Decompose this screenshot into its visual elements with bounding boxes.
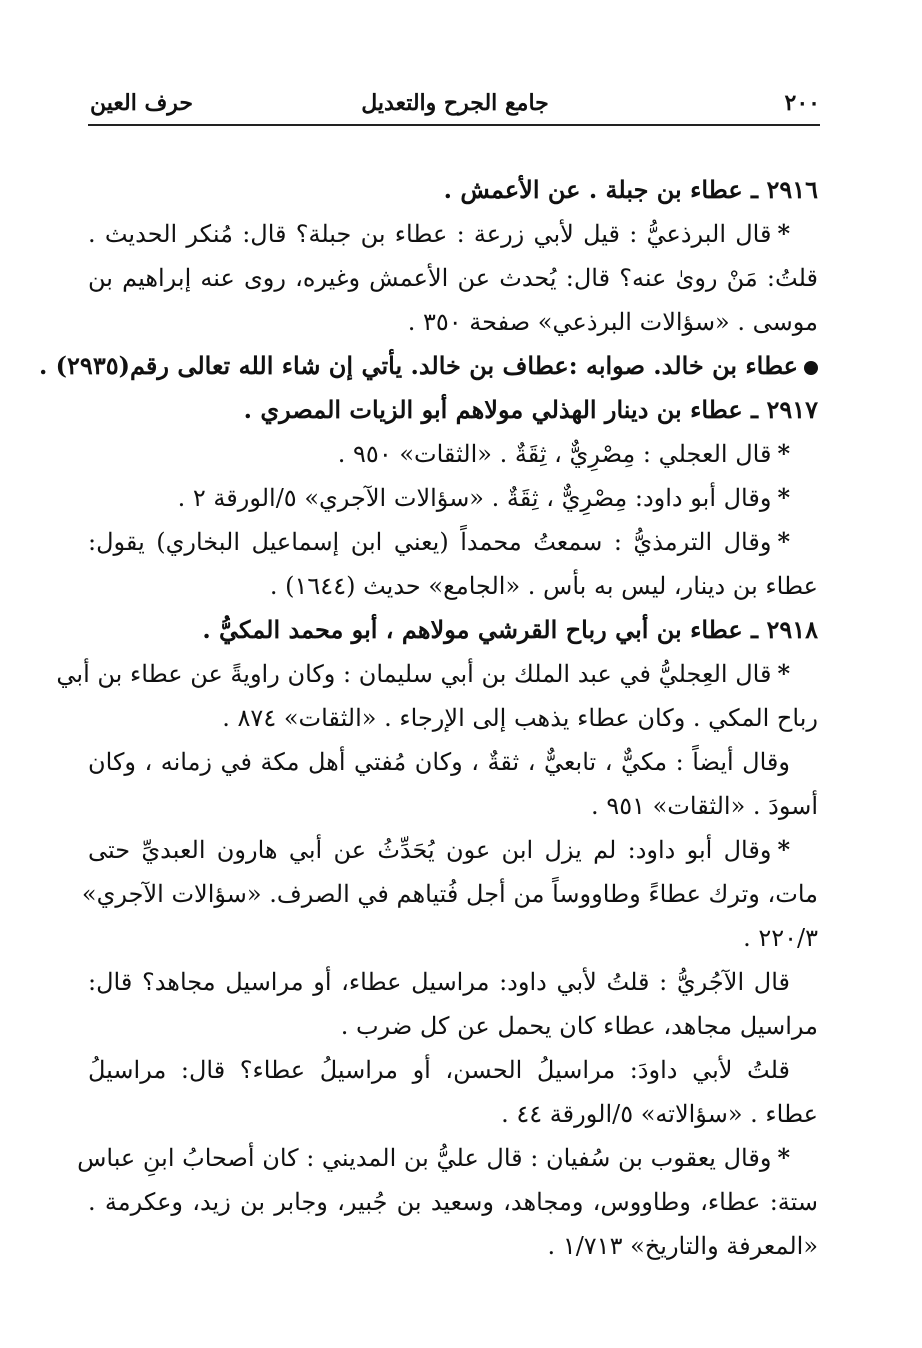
page-number: ٢٠٠ bbox=[784, 90, 820, 116]
line-text: وقال الترمذيُّ : سمعتُ محمداً (يعني ابن إسماعيل البخاري) يقول: bbox=[88, 528, 772, 556]
paragraph-line: «المعرفة والتاريخ» ١/٧١٣ . bbox=[547, 1232, 818, 1260]
paragraph-line: مات، وترك عطاءً وطاووساً من أجل فُتياهم في الصرف. «سؤالات الآجري» bbox=[81, 880, 818, 908]
paragraph-line: أسودَ . «الثقات» ٩٥١ . bbox=[591, 792, 818, 820]
paragraph-line: عطاء بن دينار، ليس به بأس . «الجامع» حديث (١٦٤٤) . bbox=[269, 572, 818, 600]
paragraph-line: وقال أيضاً : مكيٌّ ، تابعيٌّ ، ثقةٌ ، وكان مُفتي أهل مكة في زمانه ، وكان bbox=[88, 748, 790, 776]
paragraph-line bbox=[77, 1136, 818, 1180]
page-header bbox=[90, 86, 820, 126]
bullet-star: * bbox=[777, 219, 790, 248]
bullet-star: * bbox=[777, 483, 790, 512]
paragraph-line bbox=[88, 432, 818, 476]
line-text: عطاء بن خالد. صوابه :عطاف بن خالد. يأتي إن شاء الله تعالى رقم(٢٩٣٥) . bbox=[38, 351, 798, 380]
paragraph-line bbox=[88, 476, 818, 520]
bullet-star: * bbox=[777, 439, 790, 468]
line-text: قال العجلي : مِصْرِيٌّ ، ثِقَةٌ . «الثقات» ٩٥٠ . bbox=[337, 440, 772, 468]
book-title: جامع الجرح والتعديل bbox=[361, 90, 549, 116]
paragraph-line: موسى . «سؤالات البرذعي» صفحة ٣٥٠ . bbox=[407, 308, 818, 336]
paragraph-line: عطاء . «سؤالاته» ٥/الورقة ٤٤ . bbox=[501, 1100, 818, 1128]
entry-heading: ٢٩١٦ ـ عطاء بن جبلة . عن الأعمش . bbox=[443, 175, 818, 204]
paragraph-line: قلتُ لأبي داودَ: مراسيلُ الحسن، أو مراسيلُ عطاء؟ قال: مراسيلُ bbox=[88, 1056, 790, 1084]
bullet-dot-icon bbox=[804, 361, 818, 375]
paragraph-line bbox=[88, 212, 818, 256]
paragraph-line: مراسيل مجاهد، عطاء كان يحمل عن كل ضرب . bbox=[340, 1012, 818, 1040]
paragraph-line bbox=[88, 520, 818, 564]
paragraph-line: قال الآجُريُّ : قلتُ لأبي داود: مراسيل عطاء، أو مراسيل مجاهد؟ قال: bbox=[88, 968, 790, 996]
paragraph-line bbox=[88, 828, 818, 872]
line-text: وقال يعقوب بن سُفيان : قال عليُّ بن المديني : كان أصحابُ ابنِ عباس bbox=[77, 1144, 772, 1172]
paragraph-line bbox=[56, 652, 818, 696]
line-text: قال البرذعيُّ : قيل لأبي زرعة : عطاء بن جبلة؟ قال: مُنكر الحديث . bbox=[88, 220, 772, 248]
line-text: وقال أبو داود: لم يزل ابن عون يُحَدِّثُ عن أبي هارون العبديِّ حتى bbox=[88, 836, 772, 864]
entry-heading: ٢٩١٨ ـ عطاء بن أبي رباح القرشي مولاهم ، أبو محمد المكيُّ . bbox=[202, 615, 818, 644]
bullet-star: * bbox=[777, 659, 790, 688]
paragraph-line: ٢٢٠/٣ . bbox=[743, 924, 818, 952]
line-text: قال العِجليُّ في عبد الملك بن أبي سليمان : وكان راويةً عن عطاء بن أبي bbox=[56, 660, 772, 688]
line-text: وقال أبو داود: مِصْرِيٌّ ، ثِقَةٌ . «سؤالات الآجري» ٥/الورقة ٢ . bbox=[177, 484, 772, 512]
bullet-star: * bbox=[777, 835, 790, 864]
header-rule bbox=[88, 124, 820, 126]
bullet-star: * bbox=[777, 1143, 790, 1172]
page-body bbox=[38, 168, 818, 1268]
paragraph-line: رباح المكي . وكان عطاء يذهب إلى الإرجاء . «الثقات» ٨٧٤ . bbox=[222, 704, 818, 732]
entry-heading: ٢٩١٧ ـ عطاء بن دينار الهذلي مولاهم أبو الزيات المصري . bbox=[243, 395, 818, 424]
section-title: حرف العين bbox=[90, 90, 194, 116]
cross-reference-line bbox=[38, 344, 818, 388]
bullet-star: * bbox=[777, 527, 790, 556]
paragraph-line: ستة: عطاء، وطاووس، ومجاهد، وسعيد بن جُبير، وجابر بن زيد، وعكرمة . bbox=[88, 1188, 818, 1216]
paragraph-line: قلتُ: مَنْ روىٰ عنه؟ قال: يُحدث عن الأعمش وغيره، روى عنه إبراهيم بن bbox=[88, 264, 818, 292]
